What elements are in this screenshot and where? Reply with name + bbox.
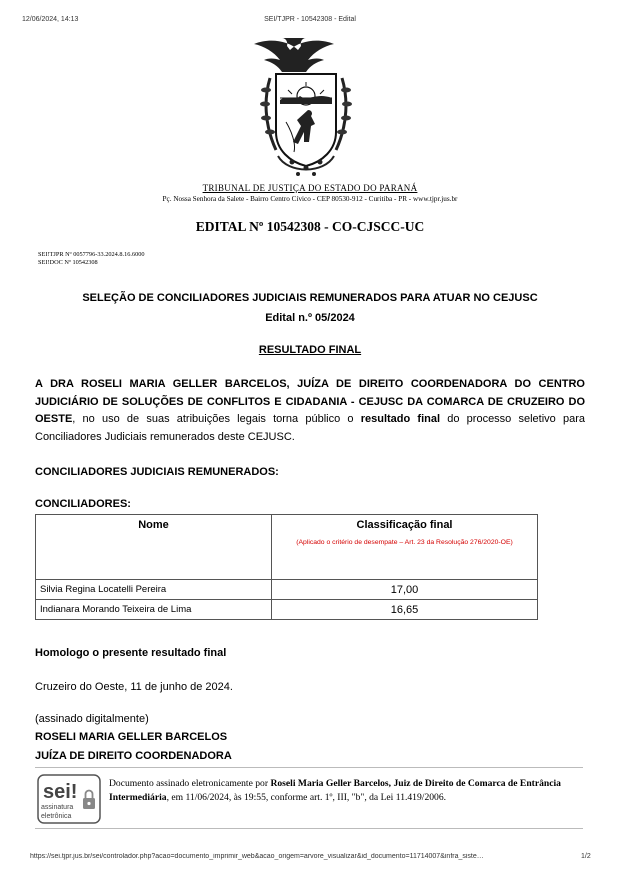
table-header-row (36, 515, 538, 580)
table-row (36, 600, 538, 620)
intro-authority: A DRA ROSELI MARIA GELLER BARCELOS, JUÍZA DE DIREITO COORDENADORA DO CENTRO JUDICIÁRIO DE SOLUÇÕES DE CONFLITOS E CIDADANIA - CEJUSC DA COMARCA DE CRUZEIRO DO OESTE (35, 378, 585, 425)
intro-end: do processo seletivo para Conciliadores Judiciais remunerados deste CEJUSC. (35, 413, 585, 443)
place-date: Cruzeiro do Oeste, 11 de junho de 2024. (35, 681, 233, 693)
section-remunerated-heading: CONCILIADORES JUDICIAIS REMUNERADOS: (35, 466, 279, 478)
edital-number: Edital n.º 05/2024 (265, 312, 355, 324)
signer-name: ROSELI MARIA GELLER BARCELOS (35, 731, 228, 743)
intro-result: resultado final (360, 413, 441, 425)
row-name: Silvia Regina Locatelli Pereira (36, 580, 272, 600)
column-name-header: Nome (36, 515, 272, 580)
court-name: TRIBUNAL DE JUSTIÇA DO ESTADO DO PARANÁ (202, 183, 418, 193)
sei-logo-caption-2: eletrônica (41, 813, 72, 820)
signature-text-start: Documento assinado eletronicamente por (109, 778, 271, 789)
court-address: Pç. Nossa Senhora da Salete - Bairro Centro Cívico - CEP 80530-912 - Curitiba - PR - www.tjpr.jus.br (162, 195, 458, 203)
print-title: SEI/TJPR - 10542308 - Edital (264, 16, 356, 23)
electronic-signature-box (35, 767, 583, 829)
table-row (36, 580, 538, 600)
intro-middle: , no uso de suas atribuições legais torna público o (72, 413, 361, 425)
intro-paragraph (35, 376, 585, 446)
sei-logo-caption-1: assinatura (41, 804, 74, 811)
sei-doc-number: SEI!DOC Nº 10542308 (38, 259, 98, 266)
signature-text-end: , em 11/06/2024, às 19:55, conforme art. 1º, III, "b", da Lei 11.419/2006. (166, 791, 447, 803)
signature-text (109, 777, 579, 804)
coat-of-arms-icon (248, 34, 364, 184)
edital-title: EDITAL Nº 10542308 - CO-CJSCC-UC (195, 219, 425, 234)
sei-logo-text: sei! (43, 781, 78, 803)
sei-process-number: SEI!TJPR Nº 0057796-33.2024.8.16.6000 (38, 251, 145, 258)
signer-role: JUÍZA DE DIREITO COORDENADORA (35, 750, 232, 762)
print-datetime: 12/06/2024, 14:13 (22, 16, 79, 23)
result-heading: RESULTADO FINAL (258, 344, 362, 356)
column-score-label: Classificação final (356, 519, 453, 531)
signed-note: (assinado digitalmente) (35, 713, 149, 725)
selection-title: SELEÇÃO DE CONCILIADORES JUDICIAIS REMUNERADOS PARA ATUAR NO CEJUSC (82, 292, 538, 304)
row-score: 16,65 (272, 600, 538, 620)
footer-page-number: 1/2 (581, 853, 591, 860)
section-conciliators-heading: CONCILIADORES: (35, 498, 131, 510)
sei-signature-logo-icon (37, 774, 101, 824)
row-score: 17,00 (272, 580, 538, 600)
row-name: Indianara Morando Teixeira de Lima (36, 600, 272, 620)
results-table (35, 514, 538, 620)
signature-signer: Roseli Maria Geller Barcelos, Juiz de Direito de Comarca de Entrância Intermediária (109, 778, 561, 803)
footer-url: https://sei.tjpr.jus.br/sei/controlador.php?acao=documento_imprimir_web&acao_origem=arvore_visualizar&id_documento=11714007&infra_siste… (30, 853, 484, 860)
tiebreak-note: (Aplicado o critério de desempate – Art. 23 da Resolução 276/2020-OE) (296, 539, 513, 546)
column-score-header (272, 515, 538, 580)
homologation-text: Homologo o presente resultado final (35, 647, 227, 659)
